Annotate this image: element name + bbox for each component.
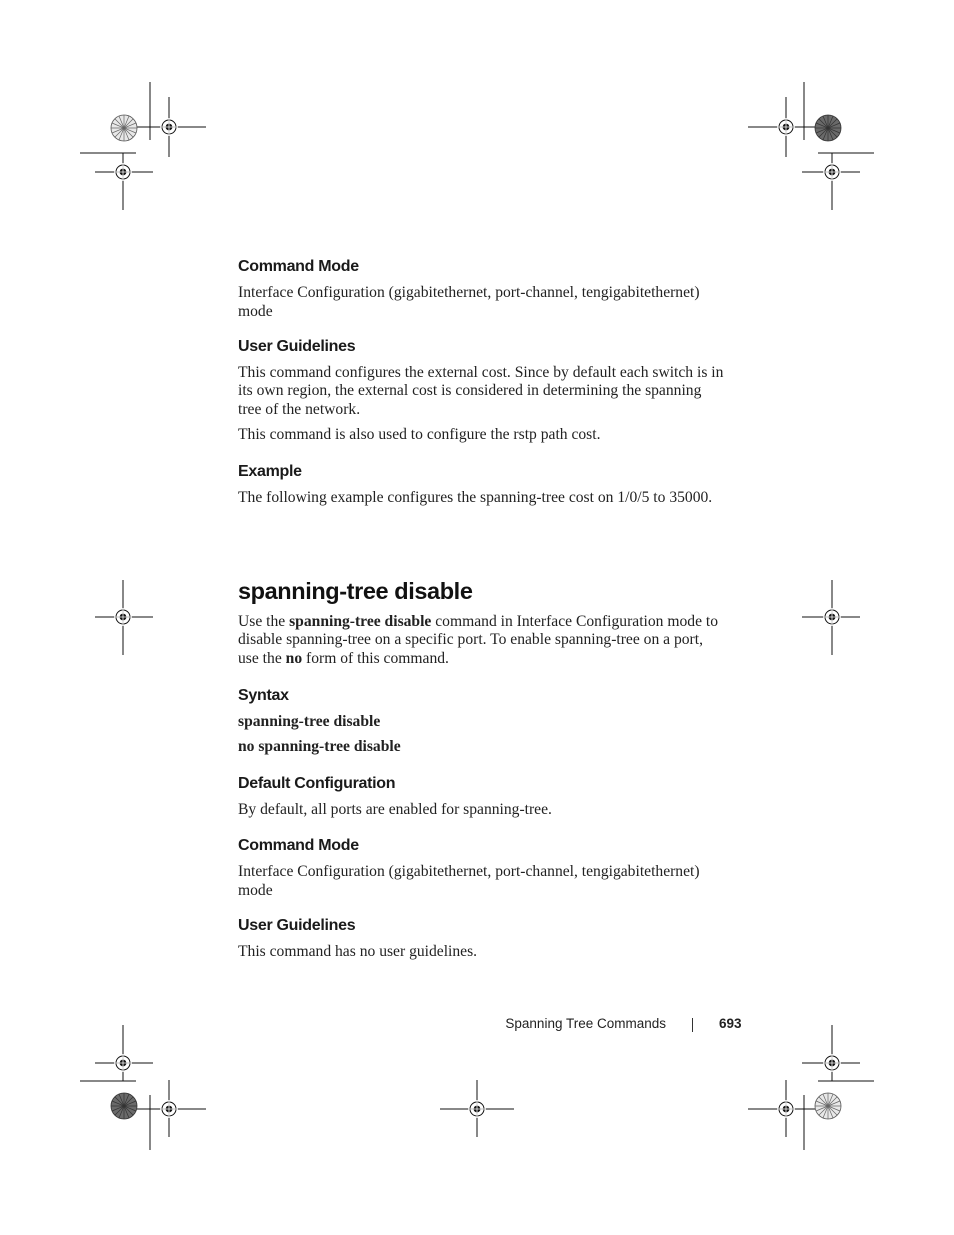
command-mode-line-1: Interface Configuration (gigabitethernet, port-channel, tengigabitethernet): [238, 284, 700, 301]
command-mode-2-line-1: Interface Configuration (gigabitethernet, port-channel, tengigabitethernet): [238, 863, 700, 881]
footer-chapter-title: Spanning Tree Commands: [505, 1016, 666, 1031]
syntax-heading: Syntax: [238, 686, 289, 704]
user-guidelines-heading-2: User Guidelines: [238, 916, 356, 934]
command-mode-2-line-2: mode: [238, 882, 273, 900]
command-intro: [238, 613, 743, 669]
intro-command-name: spanning-tree disable: [289, 612, 432, 630]
syntax-line-2: no spanning-tree disable: [238, 737, 401, 755]
command-mode-heading-2: Command Mode: [238, 837, 359, 855]
example-text: The following example configures the spanning-tree cost on 1/0/5 to 35000.: [238, 488, 713, 506]
intro-text-3c: form of this command.: [302, 650, 449, 668]
page-footer: [0, 1016, 954, 1036]
footer-page-number: 693: [719, 1016, 742, 1031]
command-mode-text: [238, 284, 743, 322]
intro-line-2: disable spanning-tree on a specific port. To enable spanning-tree on a port,: [238, 631, 703, 649]
intro-text-3a: use the: [238, 650, 286, 668]
example-heading: Example: [238, 462, 302, 480]
ug-line-3: tree of the network.: [238, 401, 361, 419]
default-configuration-heading: Default Configuration: [238, 774, 396, 792]
intro-text-c: command in Interface Configuration mode to: [431, 612, 719, 630]
user-guidelines-paragraph-1: [238, 364, 743, 420]
footer-separator: [692, 1018, 693, 1032]
user-guidelines-paragraph-2: This command is also used to configure the rstp path cost.: [238, 425, 601, 443]
command-title: spanning-tree disable: [238, 577, 473, 604]
command-mode-heading: Command Mode: [238, 258, 359, 275]
syntax-line-1: spanning-tree disable: [238, 712, 381, 730]
command-mode-line-2: mode: [238, 302, 273, 320]
ug-line-1: This command configures the external cost. Since by default each switch is in: [238, 363, 724, 381]
default-configuration-text: By default, all ports are enabled for spanning-tree.: [238, 800, 552, 818]
user-guidelines-text-2: This command has no user guidelines.: [238, 942, 478, 960]
command-mode-text-2: [238, 863, 743, 901]
user-guidelines-heading: User Guidelines: [238, 337, 356, 355]
ug-line-2: its own region, the external cost is considered in determining the spanning: [238, 382, 702, 400]
page-content: [238, 258, 743, 962]
intro-text-a: Use the: [238, 612, 290, 630]
intro-no-keyword: no: [285, 650, 303, 668]
